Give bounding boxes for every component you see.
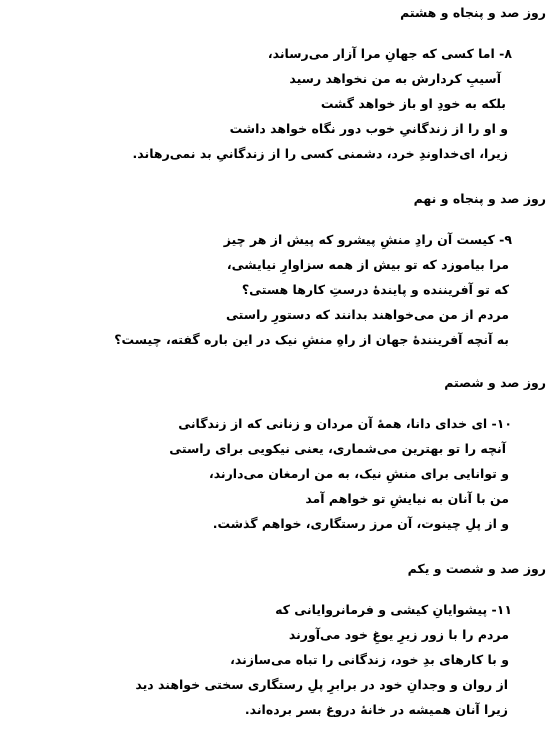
verse-line: که تو آفریننده و پایندهٔ درستِ کارها هستی؟ xyxy=(241,282,509,297)
day-heading: روز صد و پنجاه و نهم xyxy=(413,191,546,206)
verse-line: به آنچه آفرینندهٔ جهان از راهِ منشِ نیک در این باره گفته، چیست؟ xyxy=(114,332,509,347)
verse-line: مرا بیاموزد که تو بیش از همه سزاوارِ نیایشی، xyxy=(226,257,509,272)
verse-line: از روان و وجدانِ خود در برابرِ پلِ رستگاری سختی خواهند دید xyxy=(135,677,508,692)
verse-line: و با کارهای بدِ خود، زندگانی را تباه می‌سازند، xyxy=(230,652,509,667)
verse-stanza xyxy=(8,41,546,166)
verse-line: من با آنان به نیایشِ تو خواهم آمد xyxy=(305,491,509,506)
day-section-158 xyxy=(8,4,546,166)
verse-line: آنچه را تو بهترین می‌شماری، یعنی نیکویی برای راستی xyxy=(169,441,506,456)
day-heading: روز صد و پنجاه و هشتم xyxy=(400,5,546,20)
verse-line: و توانایی برای منشِ نیک، به من ارمغان می‌دارند، xyxy=(208,466,509,481)
day-section-160 xyxy=(8,374,546,536)
verse-line: مردم از من می‌خواهند بدانند که دستورِ راستی xyxy=(226,307,509,322)
verse-stanza xyxy=(8,597,546,722)
verse-line: مردم را با زور زیرِ یوغِ خود می‌آورند xyxy=(288,627,509,642)
verse-line: و او را از زندگانیِ خوب دور نگاه خواهد داشت xyxy=(229,121,508,136)
verse-stanza xyxy=(8,227,546,352)
verse-line: ۱۱- پیشوایانِ کیشی و فرمانروایانی که xyxy=(275,602,512,617)
verse-line: بلکه به خودِ او باز خواهد گشت xyxy=(320,96,506,111)
verse-line: ۱۰- ای خدای دانا، همهٔ آن مردان و زنانی که از زندگانی xyxy=(178,416,512,431)
day-heading: روز صد و شصتم xyxy=(444,375,546,390)
day-section-161 xyxy=(8,560,546,722)
verse-line: زیرا، ای‌خداوندِ خرد، دشمنی کسی را از زندگانیِ بد نمی‌رهاند. xyxy=(132,146,508,161)
verse-line: آسیبِ کردارش به من نخواهد رسید xyxy=(289,71,501,86)
verse-line: ۹- کیست آن رادِ منشِ پیشرو که پیش از هر چیز xyxy=(223,232,512,247)
verse-line: زیرا آنان همیشه در خانهٔ دروغ بسر برده‌اند. xyxy=(244,702,508,717)
verse-stanza xyxy=(8,411,546,536)
verse-line: و از پلِ چینوت، آن مرز رستگاری، خواهم گذشت. xyxy=(212,516,509,531)
day-heading: روز صد و شصت و یکم xyxy=(407,561,546,576)
day-section-159 xyxy=(8,190,546,352)
verse-line: ۸- اما کسی که جهانِ مرا آزار می‌رساند، xyxy=(267,46,512,61)
